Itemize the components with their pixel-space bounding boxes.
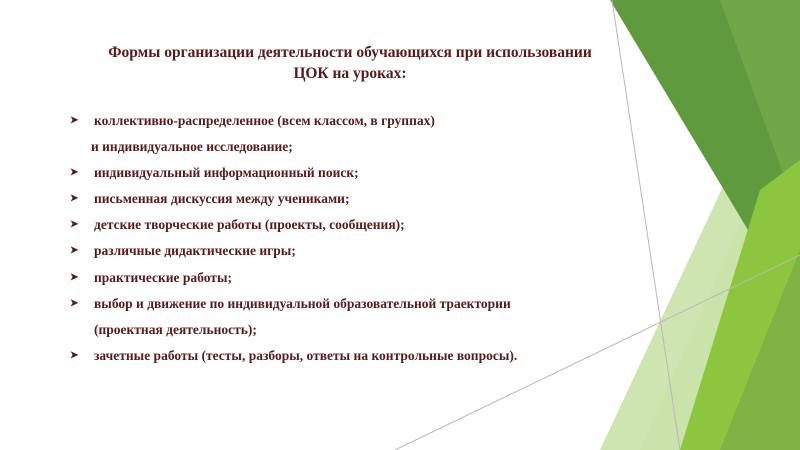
list-item [70, 291, 610, 343]
slide-title [60, 42, 640, 84]
chevron-right-icon: ➤ [70, 349, 79, 361]
item-text: письменная дискуссия между учениками; [94, 191, 350, 207]
chevron-right-icon: ➤ [70, 245, 79, 257]
chevron-right-icon: ➤ [70, 193, 79, 205]
item-text: практические работы; [94, 269, 232, 285]
item-text: выбор и движение по индивидуальной образовательной траектории [94, 295, 511, 311]
title-line-1: Формы организации деятельности обучающихся при использовании [108, 44, 592, 61]
item-text: различные дидактические игры; [94, 243, 296, 259]
title-line-2: ЦОК на уроках: [293, 65, 407, 82]
list-item [70, 108, 610, 160]
bullet-list [70, 108, 610, 369]
item-text: детские творческие работы (проекты, сообщения); [94, 217, 405, 233]
list-item [70, 212, 610, 238]
chevron-right-icon: ➤ [70, 297, 79, 309]
list-item [70, 238, 610, 264]
item-text-cont: и индивидуальное исследование; [91, 139, 293, 155]
list-item [70, 160, 610, 186]
list-item [70, 265, 610, 291]
item-text: зачетные работы (тесты, разборы, ответы на контрольные вопросы). [94, 347, 518, 363]
chevron-right-icon: ➤ [70, 115, 79, 126]
list-item [70, 343, 610, 369]
list-item [70, 186, 610, 212]
chevron-right-icon: ➤ [70, 219, 79, 231]
item-text: коллективно-распределенное (всем классом, в группах) [94, 113, 435, 128]
chevron-right-icon: ➤ [70, 271, 79, 283]
item-text: индивидуальный информационный поиск; [94, 165, 359, 181]
chevron-right-icon: ➤ [70, 167, 79, 179]
item-text-cont: (проектная деятельность); [94, 321, 257, 337]
